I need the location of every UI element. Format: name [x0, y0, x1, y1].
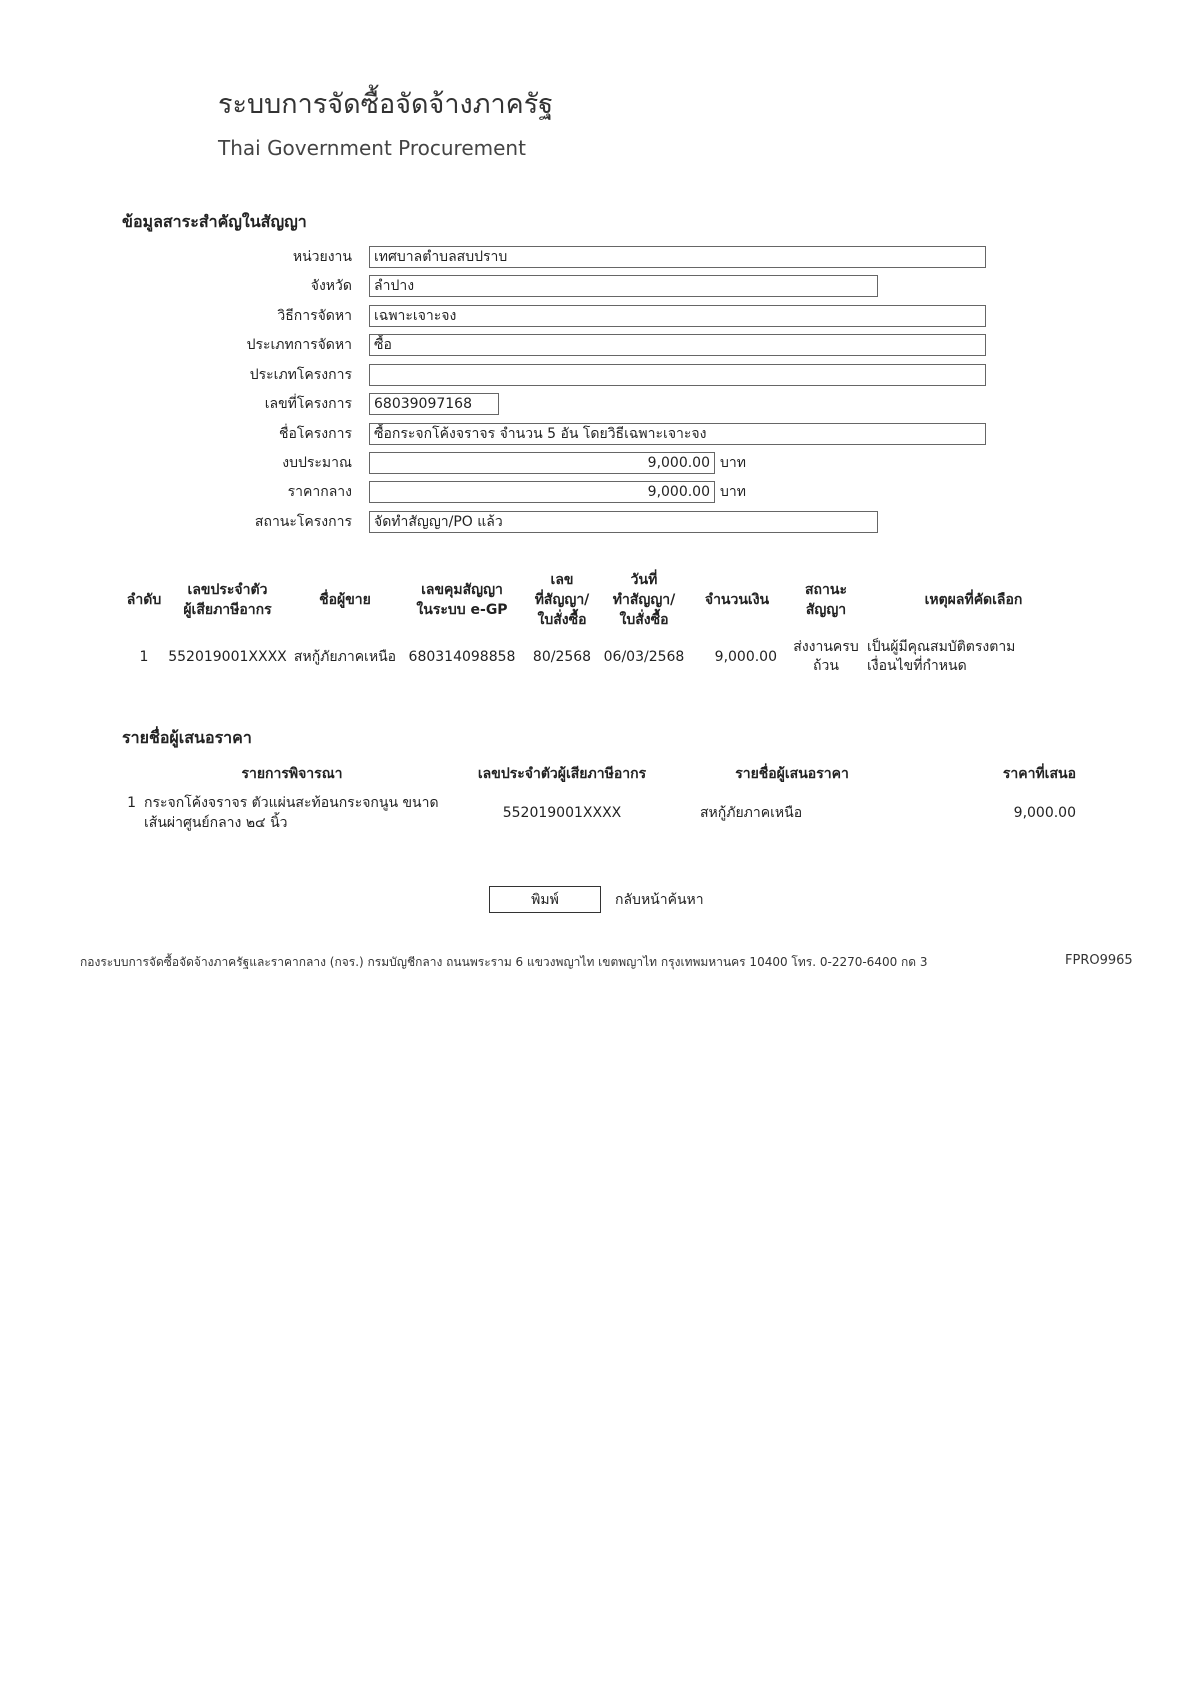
reference-price-field: 9,000.00 — [369, 481, 715, 503]
bidders-table — [122, 760, 1082, 835]
project-status-field: จัดทำสัญญา/PO แล้ว — [369, 511, 878, 533]
bidder-price: 9,000.00 — [1013, 805, 1076, 821]
header-tax-id: เลขประจำตัว ผู้เสียภาษีอากร — [183, 582, 272, 618]
province-field: ลำปาง — [369, 275, 878, 297]
row-status: ส่งงานครบ ถ้วน — [793, 639, 859, 674]
contracts-header-row — [122, 568, 1082, 632]
back-to-search-link[interactable]: กลับหน้าค้นหา — [615, 892, 704, 908]
agency-field: เทศบาลตำบลสบปราบ — [369, 246, 986, 268]
project-number-field: 68039097168 — [369, 393, 499, 415]
table-row — [122, 791, 1082, 835]
row-amount: 9,000.00 — [714, 648, 777, 665]
header-status: สถานะ สัญญา — [805, 582, 847, 618]
header-bidder-name: รายชื่อผู้เสนอราคา — [735, 766, 849, 782]
project-type-field — [369, 364, 986, 386]
site-title: ระบบการจัดซื้อจัดจ้างภาครัฐ — [218, 89, 554, 120]
footer-address: กองระบบการจัดซื้อจัดจ้างภาครัฐและราคากลาง (กจร.) กรมบัญชีกลาง ถนนพระราม 6 แขวงพญาไท เขตพญาไท กรุงเทพมหานคร 10400 โทร. 0-2270-6400 กด 3 — [80, 955, 928, 969]
bidders-header-row — [122, 760, 1082, 791]
header-amount: จำนวนเงิน — [704, 592, 770, 608]
reference-price-label: ราคากลาง — [287, 484, 352, 500]
agency-label: หน่วยงาน — [292, 249, 352, 265]
site-subtitle: Thai Government Procurement — [218, 136, 526, 160]
row-contract-no: 80/2568 — [532, 648, 592, 665]
header-price: ราคาที่เสนอ — [1002, 766, 1076, 782]
header-item: รายการพิจารณา — [241, 766, 343, 782]
bidder-seq: 1 — [127, 795, 136, 811]
project-name-label: ชื่อโครงการ — [278, 426, 352, 442]
header-bidder-tax-id: เลขประจำตัวผู้เสียภาษีอากร — [477, 766, 647, 782]
bidder-item: กระจกโค้งจราจร ตัวแผ่นสะท้อนกระจกนูน ขนาด เส้นผ่าศูนย์กลาง ๒๔ นิ้ว — [144, 795, 439, 831]
method-field: เฉพาะเจาะจง — [369, 305, 986, 327]
row-tax-id: 552019001XXXX — [168, 648, 287, 665]
procurement-type-field: ซื้อ — [369, 334, 986, 356]
province-label: จังหวัด — [310, 278, 352, 294]
header-control-no: เลขคุมสัญญา ในระบบ e-GP — [416, 582, 508, 618]
project-name-field: ซื้อกระจกโค้งจราจร จำนวน 5 อัน โดยวิธีเฉพาะเจาะจง — [369, 423, 986, 445]
contract-summary-title: ข้อมูลสาระสำคัญในสัญญา — [122, 212, 307, 231]
reference-price-unit: บาท — [720, 484, 746, 500]
budget-field: 9,000.00 — [369, 452, 715, 474]
project-type-label: ประเภทโครงการ — [249, 367, 352, 383]
row-seq: 1 — [139, 648, 149, 665]
project-status-label: สถานะโครงการ — [254, 514, 352, 530]
header-vendor: ชื่อผู้ขาย — [319, 592, 371, 608]
method-label: วิธีการจัดหา — [277, 308, 352, 324]
form-code: FPRO9965 — [1065, 953, 1133, 968]
row-contract-date: 06/03/2568 — [603, 648, 685, 665]
row-control-no: 680314098858 — [408, 648, 516, 665]
bidder-name: สหกู้ภัยภาคเหนือ — [700, 805, 803, 821]
print-button[interactable]: พิมพ์ — [489, 886, 601, 913]
contracts-table — [122, 568, 1082, 682]
bidders-title: รายชื่อผู้เสนอราคา — [122, 728, 252, 747]
budget-label: งบประมาณ — [282, 455, 352, 471]
row-reason: เป็นผู้มีคุณสมบัติตรงตาม เงื่อนไขที่กำหนด — [867, 639, 1016, 674]
bidder-tax-id: 552019001XXXX — [502, 805, 622, 821]
row-vendor: สหกู้ภัยภาคเหนือ — [293, 648, 397, 665]
header-reason: เหตุผลที่คัดเลือก — [924, 592, 1023, 608]
project-number-label: เลขที่โครงการ — [264, 396, 352, 412]
budget-unit: บาท — [720, 455, 746, 471]
table-row — [122, 632, 1082, 682]
header-seq: ลำดับ — [126, 592, 162, 608]
header-contract-no: เลข ที่สัญญา/ ใบสั่งซื้อ — [534, 572, 590, 628]
procurement-type-label: ประเภทการจัดหา — [246, 337, 352, 353]
header-contract-date: วันที่ ทำสัญญา/ ใบสั่งซื้อ — [612, 572, 676, 628]
